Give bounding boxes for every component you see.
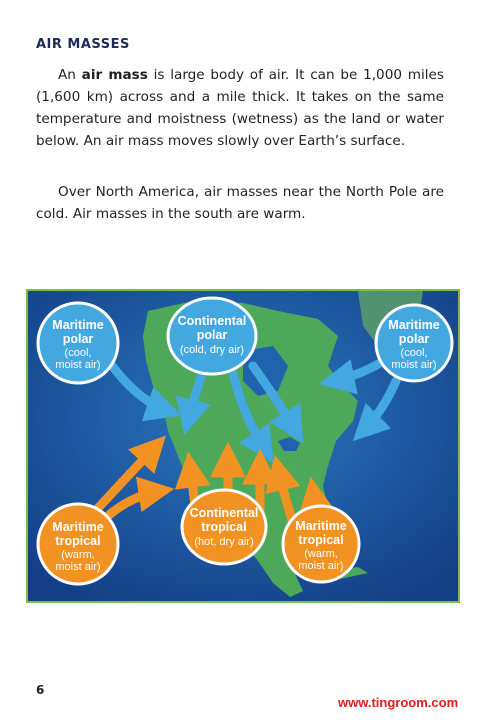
bubble-title: Continental	[177, 314, 247, 328]
bubble-desc: (warm,	[304, 548, 338, 560]
bubble-title: Maritime	[295, 519, 347, 533]
paragraph-body: is large body of air. It can be 1,000 miles (1,600 km) across and a mile thick. It takes on the same temperature and moistness (wetness) as the land or water below. An air mass moves slowly over Earth’s surface.	[36, 67, 444, 149]
bubble-title: polar	[196, 328, 228, 342]
bubble-maritime-tropical-east	[283, 506, 359, 582]
bubble-desc: moist air)	[55, 359, 101, 371]
bubble-maritime-tropical-west	[38, 504, 118, 584]
bubble-desc: (cold, dry air)	[179, 344, 245, 356]
bubble-desc: (cool,	[400, 347, 428, 359]
bubble-title: tropical	[55, 534, 101, 548]
website-watermark[interactable]: www.tingroom.com	[338, 695, 459, 710]
bubble-title: Maritime	[52, 318, 104, 332]
bubble-title: tropical	[201, 520, 247, 534]
bubble-continental-polar	[168, 298, 256, 374]
bubble-maritime-polar-west	[38, 303, 118, 383]
map-illustration	[28, 291, 458, 601]
paragraph-body: Over North America, air masses near the North Pole are cold. Air masses in the south are warm.	[36, 184, 444, 222]
paragraph-air-mass-definition	[36, 64, 444, 152]
page-number: 6	[36, 683, 45, 697]
bubble-maritime-polar-east	[376, 305, 452, 381]
bubble-title: Maritime	[388, 318, 440, 332]
bubble-desc: (warm,	[61, 549, 95, 561]
bubble-desc: moist air)	[391, 359, 437, 371]
bubble-title: polar	[62, 332, 94, 346]
bubble-desc: (cool,	[64, 347, 92, 359]
bubble-continental-tropical	[182, 490, 266, 564]
bubble-title: Continental	[189, 506, 259, 520]
bubble-desc: moist air)	[55, 561, 101, 573]
air-masses-map	[26, 289, 460, 603]
key-term: air mass	[81, 67, 148, 83]
bubble-title: tropical	[298, 533, 344, 547]
bubble-title: polar	[398, 332, 430, 346]
paragraph-prefix: An	[58, 67, 82, 83]
paragraph-north-america	[36, 181, 444, 225]
bubble-desc: (hot, dry air)	[194, 536, 254, 548]
section-heading: AIR MASSES	[36, 37, 130, 52]
bubble-desc: moist air)	[298, 560, 344, 572]
bubble-title: Maritime	[52, 520, 104, 534]
